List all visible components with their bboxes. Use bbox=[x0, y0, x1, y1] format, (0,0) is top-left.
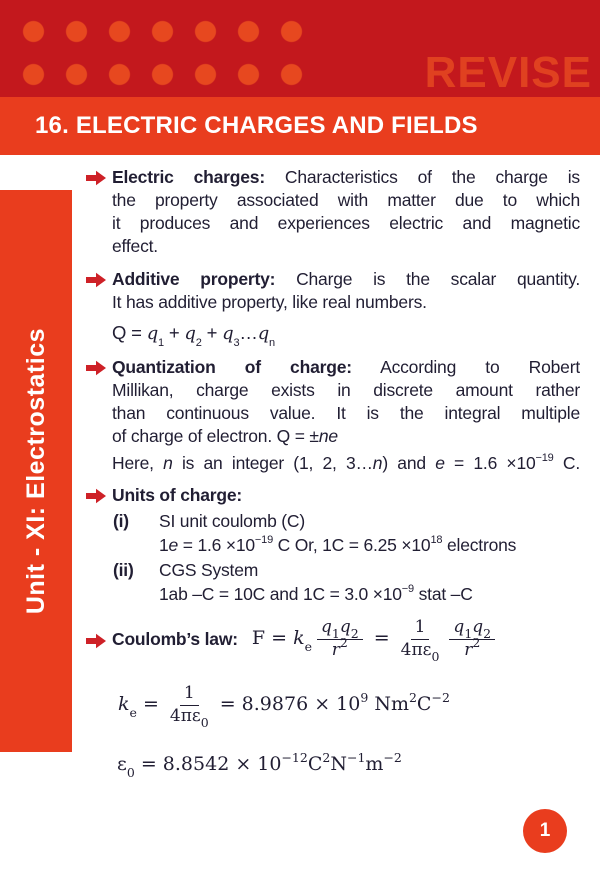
section-electric-charges bbox=[86, 166, 580, 258]
list-item-value bbox=[113, 582, 580, 607]
permittivity-constant-block bbox=[86, 749, 580, 780]
section-coulombs-law bbox=[86, 617, 580, 664]
dot-pattern-decoration bbox=[12, 10, 313, 96]
arrow-bullet-icon bbox=[86, 632, 106, 648]
text-line: Additive property: Charge is the scalar quantity. bbox=[112, 269, 580, 289]
ke-constant-formula: $k_e$ = $\frac{1}{4\pi\varepsilon_0}$ = $8.9876 \times 10^9$ $Nm^2C^{-2}$ bbox=[118, 683, 450, 730]
section-additive-property bbox=[86, 268, 580, 349]
arrow-bullet-icon bbox=[86, 169, 106, 185]
text-line: it produces and experiences electric and magnetic bbox=[112, 213, 580, 233]
coulomb-constant-block bbox=[86, 683, 580, 730]
header-band bbox=[0, 0, 600, 97]
revise-logo: REVISE bbox=[424, 48, 592, 97]
list-text: CGS System bbox=[159, 559, 259, 580]
si-unit-value: $1e = 1.6 \times 10^{-19}$ C Or, $1C = 6.25 \times 10^{18}$ electrons bbox=[159, 534, 517, 555]
units-list bbox=[113, 509, 580, 607]
text-line: the property associated with matter due to which bbox=[112, 190, 580, 210]
text-line: Electric charges: Characteristics of the charge is bbox=[112, 167, 580, 187]
text-line: of charge of electron. Q = ±ne bbox=[112, 426, 338, 446]
text-line: Millikan, charge exists in discrete amount rather bbox=[112, 380, 580, 400]
list-text: SI unit coulomb (C) bbox=[159, 510, 305, 531]
section-lead: Quantization of charge: bbox=[112, 357, 352, 377]
section-lead: Electric charges: bbox=[112, 167, 265, 187]
epsilon0-constant-formula: $\varepsilon_0 = 8.8542 \times 10^{-12}C^2N^{-1}m^{-2}$ bbox=[117, 749, 402, 780]
unit-label: Unit - XI: Electrostatics bbox=[21, 327, 50, 615]
cgs-unit-value: 1ab –C = 10C and $1C = 3.0 \times 10^{-9}$ stat –C bbox=[159, 583, 473, 604]
arrow-bullet-icon bbox=[86, 487, 106, 503]
chapter-band bbox=[0, 97, 600, 155]
arrow-bullet-icon bbox=[86, 271, 106, 287]
section-lead: Coulomb’s law: bbox=[112, 628, 238, 649]
list-item bbox=[113, 558, 580, 583]
section-units-of-charge bbox=[86, 484, 580, 607]
list-item-value bbox=[113, 533, 580, 558]
text-line: than continuous value. It is the integral multiple bbox=[112, 403, 580, 423]
arrow-bullet-icon bbox=[86, 359, 106, 375]
text-line: Quantization of charge: According to Robert bbox=[112, 357, 580, 377]
chapter-title: 16. ELECTRIC CHARGES AND FIELDS bbox=[35, 112, 478, 139]
section-quantization bbox=[86, 356, 580, 475]
charge-sum-formula: $Q = q_1 + q_2$ + $q_3\dots q_n$ bbox=[112, 322, 275, 349]
page-number-badge bbox=[523, 809, 567, 853]
section-lead: Additive property: bbox=[112, 269, 276, 289]
section-lead: Units of charge: bbox=[112, 485, 243, 505]
coulomb-law-formula: $F = k_e$ $\frac{q_1q_2}{r^2}$ = $\frac{1}{4\pi\varepsilon_0}$ $\frac{q_1q_2}{r^2}$ bbox=[252, 618, 500, 660]
text-line: It has additive property, like real numbers. bbox=[112, 292, 427, 312]
list-marker: (i) bbox=[113, 510, 129, 531]
list-marker: (ii) bbox=[113, 559, 134, 580]
text-line bbox=[112, 484, 580, 507]
list-item bbox=[113, 509, 580, 534]
page-number: 1 bbox=[539, 820, 551, 841]
unit-sidebar bbox=[0, 190, 72, 752]
quantization-note: Here, n is an integer (1, 2, 3…n) and $e = 1.6 \times 10^{-19}$ C. bbox=[112, 452, 580, 473]
text-line: effect. bbox=[112, 236, 158, 256]
